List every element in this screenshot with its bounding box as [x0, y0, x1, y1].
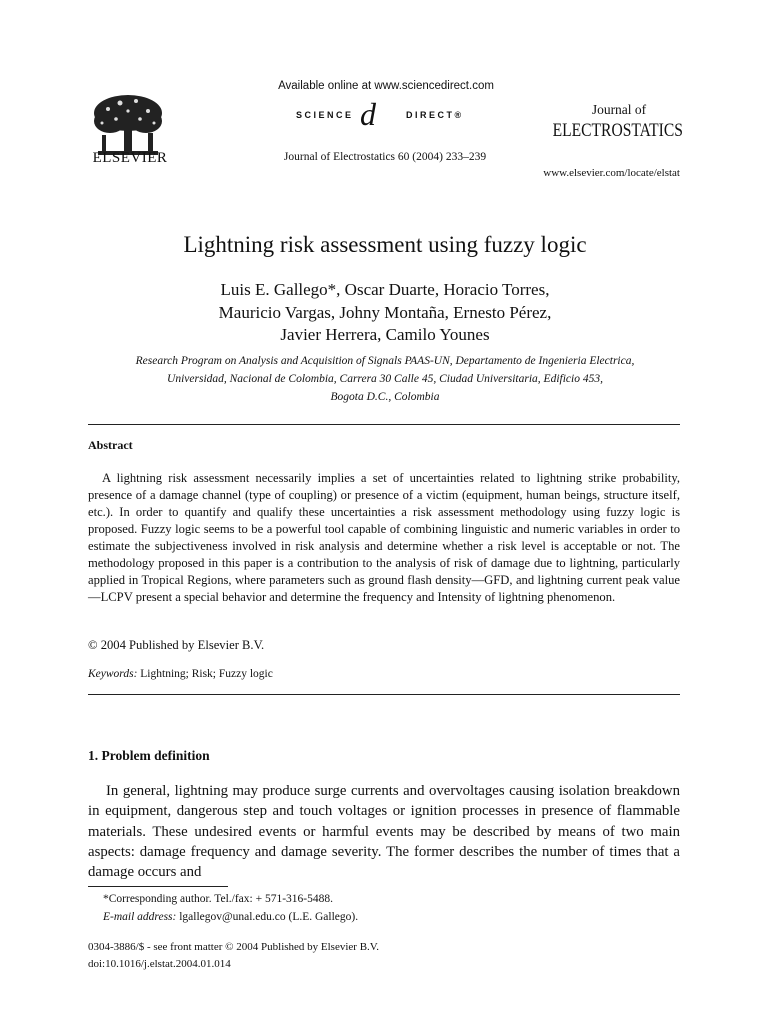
- author-list: [88, 279, 682, 347]
- abstract-top-rule: [88, 424, 680, 425]
- sd-direct-text: DIRECT®: [406, 110, 464, 120]
- sd-at-mark-icon: d: [360, 96, 376, 132]
- journal-name: ELECTROSTATICS: [552, 120, 683, 141]
- affiliation: [88, 352, 682, 406]
- abstract-heading: Abstract: [88, 438, 133, 452]
- authors-line-3: Javier Herrera, Camilo Younes: [280, 325, 490, 344]
- keywords-label: Keywords:: [88, 668, 138, 680]
- sd-science-text: SCIENCE: [296, 110, 354, 120]
- section-body: In general, lightning may produce surge currents and overvoltages causing isolation breakdown in equipment, dangerous step and touch voltages or ignition processes in presence of flammable materials. These undesired events or harmful events may be described by means of two main aspects: damage frequency and damage severity. The former describes the number of times that a damage occurs and: [88, 783, 680, 881]
- issn-line: 0304-3886/$ - see front matter © 2004 Published by Elsevier B.V.: [88, 941, 380, 953]
- abstract-body: A lightning risk assessment necessarily implies a set of uncertainties related to lightning strike probability, presence of a damage channel (type of coupling) or presence of a victim (equipment, human beings, structure itself, etc.). In order to quantify and qualify these uncertainties a risk assessment methodology using fuzzy logic is proposed. Fuzzy logic seems to be a powerful tool capable of combining linguistic and numeric variables in order to estimate the subjectiveness involved in risk analysis and determine whether a risk level is acceptable or not. The methodology proposed in this paper is a contribution to the analysis of risk of damage due to lightning, particularly applied in Tropical Regions, where parameters such as ground flash density—GFD, and lightning current peak value—LCPV present a special behavior and determine the frequency and Intensity of lightning phenomenon.: [88, 471, 680, 604]
- journal-url-link[interactable]: www.elsevier.com/locate/elstat: [543, 167, 680, 179]
- authors-line-2: Mauricio Vargas, Johny Montaña, Ernesto Pérez,: [218, 302, 552, 322]
- keywords: [88, 668, 273, 680]
- email-link[interactable]: lgallegov@unal.edu.co (L.E. Gallego).: [179, 911, 359, 923]
- affiliation-line-2: Universidad, Nacional de Colombia, Carrera 30 Calle 45, Ciudad Universitaria, Edificio 453,: [167, 373, 603, 385]
- doi-link[interactable]: doi:10.1016/j.elstat.2004.01.014: [88, 958, 231, 970]
- footnote-rule: [88, 886, 228, 887]
- journal-citation: Journal of Electrostatics 60 (2004) 233–239: [283, 151, 487, 163]
- footnote-email: [103, 911, 358, 923]
- keywords-list: Lightning; Risk; Fuzzy logic: [140, 668, 273, 680]
- available-online-text: Available online at www.sciencedirect.com: [278, 80, 494, 92]
- affiliation-line-3: Bogota D.C., Colombia: [330, 391, 440, 403]
- section-heading: 1. Problem definition: [88, 748, 210, 763]
- abstract-copyright: © 2004 Published by Elsevier B.V.: [88, 638, 265, 652]
- email-label: E-mail address:: [103, 911, 177, 923]
- sciencedirect-logo: [256, 96, 516, 132]
- authors-line-1: Luis E. Gallego*, Oscar Duarte, Horacio Torres,: [220, 280, 550, 299]
- footnote-corresponding-author: *Corresponding author. Tel./fax: + 571-316-5488.: [103, 893, 334, 905]
- abstract-bottom-rule: [88, 694, 680, 695]
- paper-title: Lightning risk assessment using fuzzy logic: [183, 232, 587, 257]
- journal-of-label: Journal of: [591, 102, 647, 117]
- affiliation-line-1: Research Program on Analysis and Acquisition of Signals PAAS-UN, Departamento de Ingenieria Electrica,: [135, 355, 635, 367]
- publisher-name: ELSEVIER: [92, 150, 168, 166]
